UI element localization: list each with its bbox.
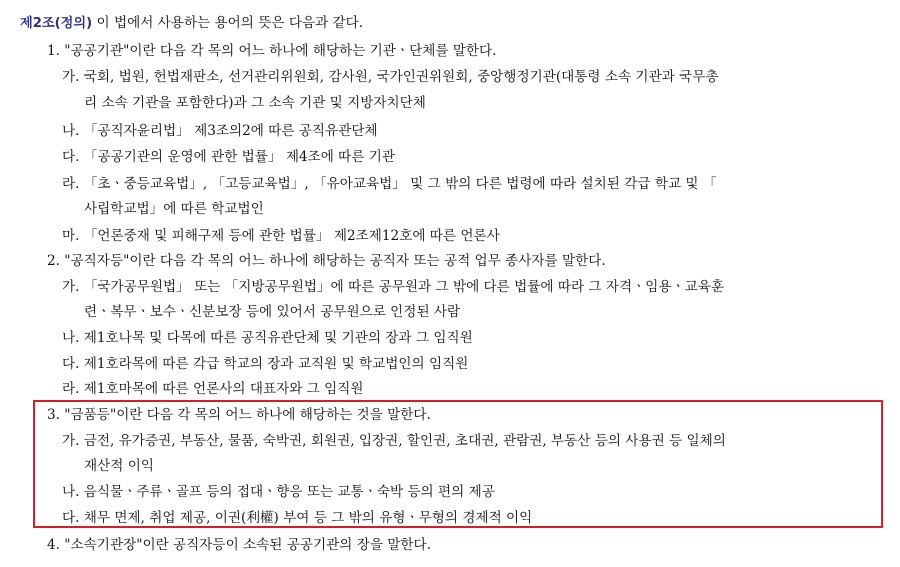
subitem-1-ma: 마. 「언론중재 및 피해구제 등에 관한 법률」 제2조제12호에 따른 언론사 [62, 228, 500, 244]
subitem-3-da: 다. 채무 면제, 취업 제공, 이권(利權) 부여 등 그 밖의 유형ㆍ무형의 경제적 이익 [62, 510, 533, 526]
subitem-3-na: 나. 음식물ㆍ주류ㆍ골프 등의 접대ㆍ향응 또는 교통ㆍ숙박 등의 편의 제공 [62, 484, 495, 500]
definition-item-3: 3. "금품등"이란 다음 각 목의 어느 하나에 해당하는 것을 말한다. [47, 407, 431, 423]
subitem-2-da: 다. 제1호라목에 따른 각급 학교의 장과 교직원 및 학교법인의 임직원 [62, 356, 469, 372]
subitem-3-ga: 가. 금전, 유가증권, 부동산, 물품, 숙박권, 회원권, 입장권, 할인권, 초대권, 관람권, 부동산 등의 사용권 등 일체의 [62, 433, 726, 449]
subitem-2-ra: 라. 제1호마목에 따른 언론사의 대표자와 그 임직원 [62, 381, 364, 397]
subitem-2-ga: 가. 「국가공무원법」 또는 「지방공무원법」에 따른 공무원과 그 밖에 다른 법률에 따라 그 자격ㆍ임용ㆍ교육훈 [62, 279, 725, 295]
definition-item-4: 4. "소속기관장"이란 공직자등이 소속된 공공기관의 장을 말한다. [47, 537, 432, 553]
subitem-1-ra: 라. 「초ㆍ중등교육법」, 「고등교육법」, 「유아교육법」 및 그 밖의 다른 법령에 따라 설치된 각급 학교 및 「 [62, 176, 717, 192]
article-intro: 이 법에서 사용하는 용어의 뜻은 다음과 같다. [92, 15, 364, 31]
article-title: 제2조(정의) [20, 16, 93, 31]
subitem-1-ga-continued: 리 소속 기관을 포함한다)과 그 소속 기관 및 지방자치단체 [84, 95, 426, 111]
subitem-1-na: 나. 「공직자윤리법」 제3조의2에 따른 공직유관단체 [62, 123, 378, 139]
subitem-1-ra-continued: 사립학교법」에 따른 학교법인 [84, 201, 264, 217]
definition-item-2: 2. "공직자등"이란 다음 각 목의 어느 하나에 해당하는 공직자 또는 공적 업무 종사자를 말한다. [47, 253, 606, 269]
subitem-1-da: 다. 「공공기관의 운영에 관한 법률」 제4조에 따른 기관 [62, 149, 396, 165]
definition-item-1: 1. "공공기관"이란 다음 각 목의 어느 하나에 해당하는 기관ㆍ단체를 말한다. [47, 43, 497, 59]
subitem-1-ga: 가. 국회, 법원, 헌법재판소, 선거관리위원회, 감사원, 국가인권위원회, 중앙행정기관(대통령 소속 기관과 국무총 [62, 69, 719, 85]
subitem-2-na: 나. 제1호나목 및 다목에 따른 공직유관단체 및 기관의 장과 그 임직원 [62, 330, 473, 346]
subitem-2-ga-continued: 련ㆍ복무ㆍ보수ㆍ신분보장 등에 있어서 공무원으로 인정된 사람 [84, 304, 461, 320]
subitem-3-ga-continued: 재산적 이익 [84, 458, 154, 474]
article-heading [20, 12, 363, 34]
